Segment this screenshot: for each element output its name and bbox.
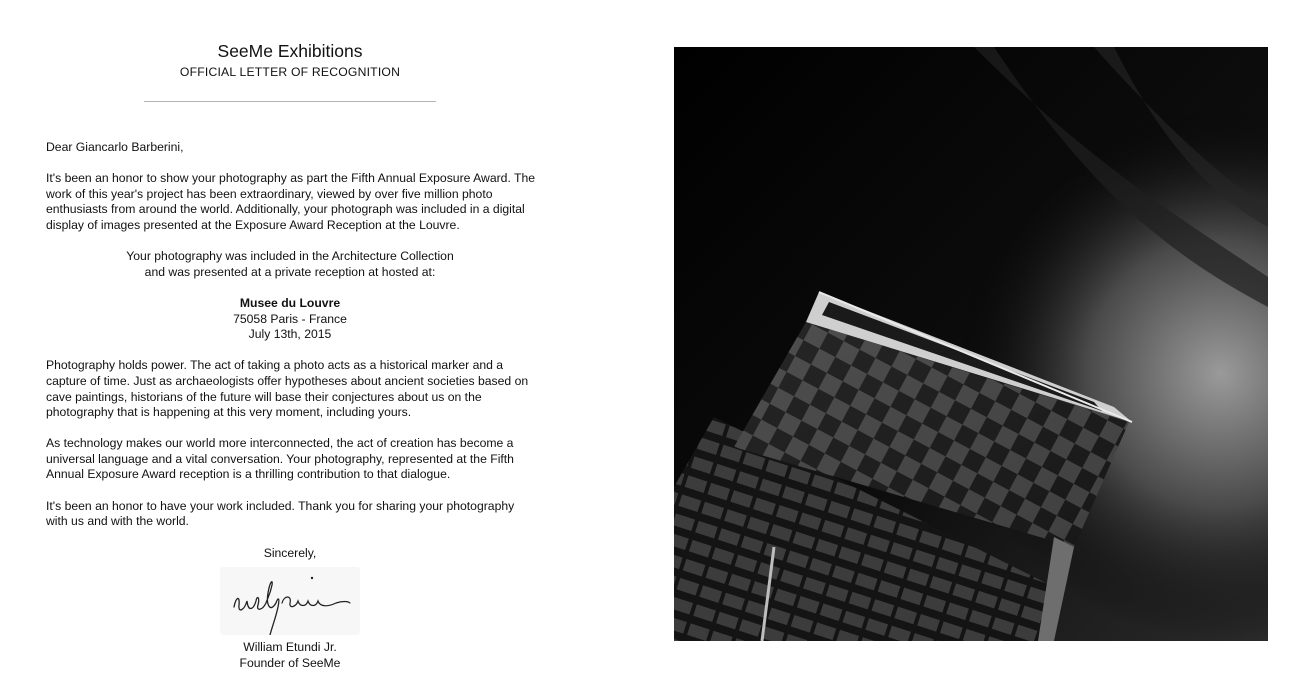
recognition-letter <box>46 40 536 671</box>
closing: Sincerely, <box>263 545 317 560</box>
venue-date: July 13th, 2015 <box>248 327 332 342</box>
featured-photograph <box>674 47 1268 641</box>
paragraph-intro: It's been an honor to show your photography as part the Fifth Annual Exposure Award. The work of this year's project has been extraordinary, viewed by over five million photo enthusiasts from around the world. Additionally, your photograph was included in a digital display of images presented at the Exposure Award Reception at the Louvre. <box>46 171 536 232</box>
architecture-photo <box>674 47 1268 641</box>
paragraph-technology: As technology makes our world more interconnected, the act of creation has become a universal language and a vital conversation. Your photography, represented at the Fifth Annual Exposure Award reception is a thrilling contribution to that dialogue. <box>46 436 514 482</box>
signature-scribble <box>220 567 360 635</box>
paragraph-power: Photography holds power. The act of taking a photo acts as a historical marker and a capture of time. Just as archaeologists offer hypotheses about ancient societies based on cave paintings, historians of the future will base their conjectures about us on the photography that is happening at this very moment, including yours. <box>46 358 529 420</box>
collection-line-2: and was presented at a private reception at hosted at: <box>144 264 436 279</box>
signer-block <box>46 639 534 671</box>
letter-subtitle: OFFICIAL LETTER OF RECOGNITION <box>179 65 401 79</box>
organization-name: SeeMe Exhibitions <box>217 41 363 61</box>
venue-name: Musee du Louvre <box>239 295 341 310</box>
paragraph-thanks: It's been an honor to have your work included. Thank you for sharing your photography with us and with the world. <box>46 498 515 529</box>
collection-line-1: Your photography was included in the Architecture Collection <box>126 249 454 264</box>
signer-name: William Etundi Jr. <box>243 640 337 655</box>
signature-image <box>220 567 360 635</box>
greeting: Dear Giancarlo Barberini, <box>46 140 184 154</box>
collection-statement <box>46 249 534 280</box>
venue-address: 75058 Paris - France <box>233 311 347 326</box>
venue-block <box>46 296 534 343</box>
signer-title: Founder of SeeMe <box>239 656 341 671</box>
header-divider <box>144 101 436 102</box>
